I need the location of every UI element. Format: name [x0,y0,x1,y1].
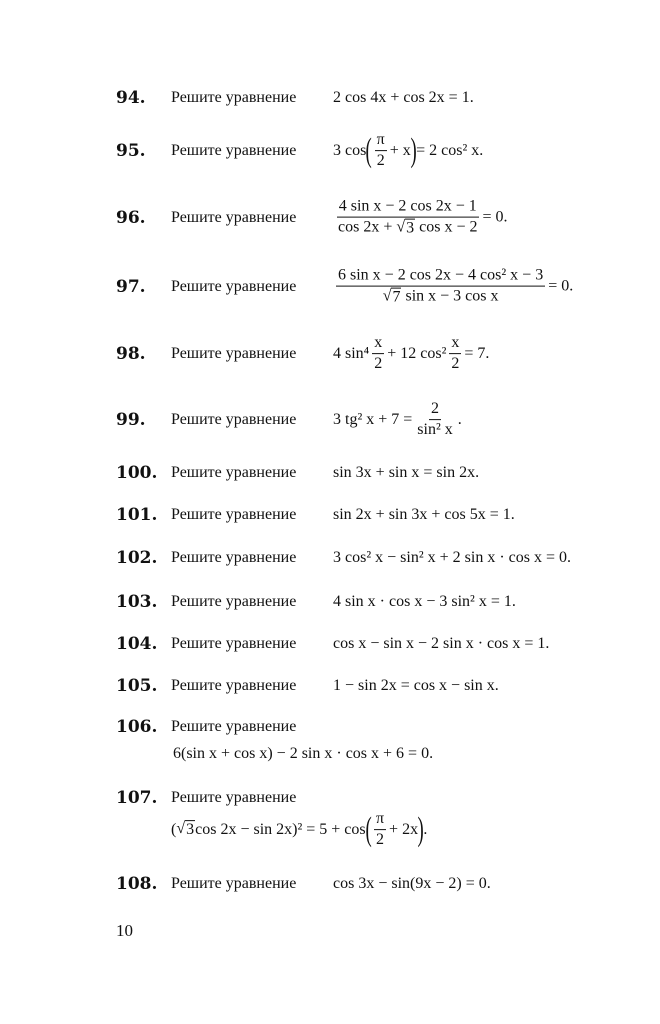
problem-lead: Решите уравнение [171,464,297,481]
problem-number: 104. [116,634,158,654]
equation: cos x − sin x − 2 sin x · cos x = 1. [333,635,550,652]
problem-number: 98. [116,344,146,364]
fraction [374,810,386,850]
denominator-part: cos x − 2 [415,219,478,236]
sqrt [383,288,402,307]
fraction [336,267,545,308]
problem-number: 102. [116,548,158,568]
right-paren: ) [410,132,417,169]
numerator: 2 [429,400,441,420]
denominator-part: cos 2x + [338,219,397,236]
problem-lead: Решите уравнение [171,278,297,295]
equation [171,810,427,850]
right-paren: ) [417,811,424,848]
denominator: sin² x [417,421,453,439]
problem-lead: Решите уравнение [171,593,297,610]
left-paren: ( [365,132,373,169]
fraction [372,334,384,374]
problem-lead: Решите уравнение [171,506,297,523]
fraction [336,198,480,239]
equation: 1 − sin 2x = cos x − sin x. [333,677,499,694]
radicand: 7 [392,289,401,306]
equation-part: + x [389,142,411,159]
equation-part: + 2x [389,821,419,838]
problem-lead: Решите уравнение [171,789,297,806]
problem-lead: Решите уравнение [171,549,297,566]
problem-lead: Решите уравнение [171,635,297,652]
denominator [381,287,501,307]
numerator: π [374,810,386,830]
equation-part: 4 sin⁴ [333,345,370,362]
numerator: π [375,131,387,151]
equation-part: = 0. [548,278,574,295]
equation: sin 2x + sin 3x + cos 5x = 1. [333,506,515,523]
problem-number: 107. [116,788,158,808]
equation-part: 3 cos [333,142,367,159]
equation: cos 3x − sin(9x − 2) = 0. [333,875,491,892]
problem-lead: Решите уравнение [171,875,297,892]
numerator: x [449,334,461,354]
problem-lead: Решите уравнение [171,345,297,362]
problem-number: 108. [116,874,158,894]
problem-lead: Решите уравнение [171,411,297,428]
equation-part: + 12 cos² [387,345,447,362]
equation [333,198,508,239]
equation [333,131,483,171]
denominator-part: sin x − 3 cos x [401,288,499,305]
equation-part: cos 2x − sin 2x)² = 5 + cos [195,821,366,838]
equation: sin 3x + sin x = sin 2x. [333,464,480,481]
radical-sign: √ [176,820,186,838]
problem-lead: Решите уравнение [171,677,297,694]
radicand: 3 [406,220,415,237]
equation-part: . [423,821,428,838]
problem-number: 99. [116,410,146,430]
equation: 4 sin x · cos x − 3 sin² x = 1. [333,593,516,610]
problem-number: 101. [116,505,158,525]
problem-lead: Решите уравнение [171,209,297,226]
fraction [449,334,461,374]
problem-number: 105. [116,676,158,696]
equation: 6(sin x + cos x) − 2 sin x · cos x + 6 = 0. [173,745,434,762]
equation [333,267,573,308]
equation-part: = 0. [482,209,508,226]
equation [333,334,489,374]
problem-lead: Решите уравнение [171,89,297,106]
problem-number: 94. [116,88,146,108]
problem-number: 100. [116,463,158,483]
problem-number: 95. [116,141,146,161]
denominator: 2 [376,831,384,849]
problem-lead: Решите уравнение [171,142,297,159]
equation [333,400,462,440]
numerator: 4 sin x − 2 cos 2x − 1 [337,198,479,218]
problem-lead: Решите уравнение [171,718,297,735]
problem-number: 103. [116,592,158,612]
equation: 3 cos² x − sin² x + 2 sin x · cos x = 0. [333,549,571,566]
denominator: 2 [374,355,383,373]
equation-part: 3 tg² x + 7 = [333,411,413,428]
equation-part: ( [171,821,177,838]
problem-number: 97. [116,277,146,297]
radicand: 3 [186,821,195,839]
denominator: 2 [451,355,460,373]
equation-part: = 2 cos² x. [416,142,484,159]
problem-number: 106. [116,717,158,737]
denominator: 2 [376,152,385,170]
sqrt [176,821,195,840]
fraction [415,400,454,440]
radical-sign: √ [396,219,406,236]
equation: 2 cos 4x + cos 2x = 1. [333,89,474,106]
page-number: 10 [116,921,133,940]
denominator [336,218,480,238]
radical-sign: √ [382,288,392,305]
fraction [375,131,387,171]
numerator: 6 sin x − 2 cos 2x − 4 cos² x − 3 [336,267,545,287]
equation-part: = 7. [464,345,490,362]
numerator: x [372,334,384,354]
equation-part: . [457,411,462,428]
left-paren: ( [365,811,372,848]
problem-number: 96. [116,208,146,228]
sqrt [396,219,415,238]
